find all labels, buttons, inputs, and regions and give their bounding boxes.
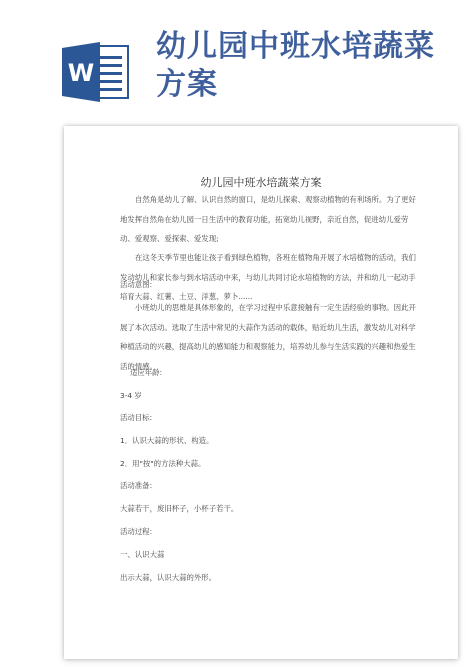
- section-heading: 活动过程:: [120, 527, 153, 536]
- word-icon-letter: W: [67, 59, 95, 87]
- document-title: 幼儿园中班水培蔬菜方案: [200, 176, 322, 189]
- section-heading: 一、认识大蒜: [120, 550, 165, 559]
- text-line: 出示大蒜，认识大蒜的外形。: [120, 573, 217, 582]
- list-item: 2．用"按"的方法种大蒜。: [120, 459, 206, 468]
- word-icon: [60, 40, 132, 104]
- page-title: 幼儿园中班水培蔬菜方案: [156, 29, 435, 102]
- section-heading: 活动准备:: [120, 481, 153, 490]
- text-line: 3-4 岁: [120, 391, 142, 400]
- header: [0, 0, 474, 120]
- list-item: 1．认识大蒜的形状、构造。: [120, 436, 214, 445]
- paragraph: 小班幼儿的思维是具体形象的，在学习过程中乐意接触有一定生活经验的事物。因此开展了本次活动。选取了生活中常见的大蒜作为活动的载体，贴近幼儿生活，激发幼儿对科学种植活动的兴趣，提高幼儿的感知能力和观察能力，培养幼儿参与生活实践的兴趣和热爱生活的情感。: [120, 303, 416, 371]
- text-line: 大蒜若干，废旧杯子，小杯子若干。: [120, 504, 239, 513]
- section-heading: 适应年龄:: [130, 368, 163, 377]
- paragraph: 自然角是幼儿了解、认识自然的窗口，是幼儿探索、观察动植物的有利场所。为了更好地发挥自然角在幼儿园一日生活中的教育功能，拓宽幼儿视野，亲近自然，促进幼儿爱劳动、爱观察、爱探索、爱发现;: [120, 195, 416, 244]
- paragraph: 在这冬天季节里也能让孩子看到绿色植物，各班在植物角开展了水培植物的活动，我们发动幼儿和家长参与到水培活动中来，与幼儿共同讨论水培植物的方法，并和幼儿一起动手培育大蒜、红薯、土豆、洋葱、萝卜......: [120, 253, 416, 302]
- section-heading: 活动目标:: [120, 413, 153, 422]
- section-heading: 活动意图:: [120, 280, 153, 289]
- document-page: [64, 126, 458, 659]
